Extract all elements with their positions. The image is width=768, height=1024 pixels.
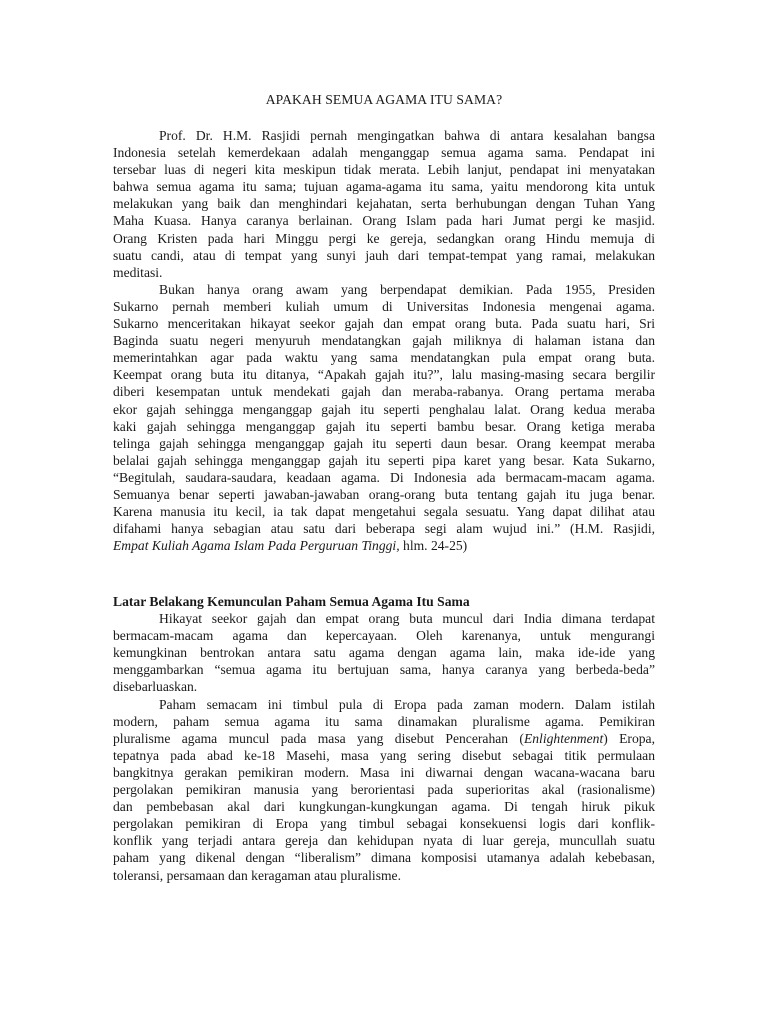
text-line: telinga gajah sehingga menganggap gajah itu seperti daun besar. Orang keempat meraba [113,435,655,451]
text-line: memerintahkan agar pada waktu yang sama mendatangkan pula empat orang buta. [113,350,655,366]
citation-book-title: Empat Kuliah Agama Islam Pada Perguruan Tinggi, [113,538,400,554]
section-intro [113,127,655,554]
text-line: Hikayat seekor gajah dan empat orang buta muncul dari India dimana terdapat [159,611,655,627]
section-background [113,593,655,884]
text-line: menggambarkan “semua agama itu bertujuan sama, hanya caranya yang berbeda-beda” [113,662,655,678]
text-line: konflik yang terjadi antara gereja dan kehidupan nyata di luar gereja, muncullah suatu [113,833,655,849]
text-line: disebarluaskan. [113,679,198,695]
text-line: Baginda suatu negeri menyuruh mendatangkan gajah miliknya di halaman istana dan [113,333,655,349]
text-line: Prof. Dr. H.M. Rasjidi pernah mengingatkan bahwa di antara kesalahan bangsa [159,128,655,143]
paragraph-rasjidi [113,127,655,281]
citation-pages: hlm. 24-25) [399,538,468,554]
text-line: paham yang dikenal dengan “liberalism” dimana komposisi utamanya adalah kebebasan, [113,850,655,866]
text-line: Paham semacam ini timbul pula di Eropa pada zaman modern. Dalam istilah [159,696,655,712]
text-line: Sukarno pernah memberi kuliah umum di Universitas Indonesia mengenai agama. [113,298,655,314]
text-line: difahami hanya sebagian atau satu dari beberapa segi alam wujud ini.” (H.M. Rasjidi, [113,521,655,537]
text-line: toleransi, persamaan dan keragaman atau pluralisme. [113,867,401,883]
text-line: bangkitnya gerakan pemikiran modern. Masa ini diwarnai dengan wacana-wacana baru [113,764,655,780]
text-line: tersebar luas di negeri kita meskipun tidak merata. Lebih lanjut, pendapat ini menyatakan [113,162,655,178]
text-line: modern, paham semua agama itu sama dinamakan pluralisme agama. Pemikiran [113,713,655,729]
text-line: meditasi. [113,264,163,280]
text-line: pergolakan pemikiran di Eropa yang timbul sebagai konsekuensi logis dari konflik- [113,816,655,832]
text-line: Maha Kuasa. Hanya caranya berlainan. Orang Islam pada hari Jumat pergi ke masjid. [113,213,655,229]
text-line: “Begitulah, saudara-saudara, keadaan agama. Di Indonesia ada bermacam-macam agama. [113,469,655,485]
text-fragment: ) Eropa, [603,730,655,746]
text-line: tepatnya pada abad ke-18 Masehi, masa yang sering disebut sebagai titik permulaan [113,747,655,763]
text-line: Semuanya benar seperti jawaban-jawaban orang-orang buta tentang gajah itu juga benar. [113,486,655,502]
text-line: suatu candi, atau di tempat yang sunyi jauh dari tempat-tempat yang ramai, melakukan [113,247,655,263]
enlightenment-term: Enlightenment [523,730,604,746]
text-line: kaki gajah sehingga menganggap gajah itu seperti bambu besar. Orang ketiga meraba [113,418,655,434]
text-line: Indonesia setelah kemerdekaan adalah menganggap semua agama sama. Pendapat ini [113,145,655,161]
paragraph-eropa [113,696,655,884]
text-line: Bukan hanya orang awam yang berpendapat demikian. Pada 1955, Presiden [159,281,655,297]
citation-line [113,537,655,554]
text-line: belalai gajah sehingga menganggap gajah itu seperti pipa karet yang besar. Kata Sukarno, [113,452,655,468]
text-line [113,730,655,747]
text-fragment: pluralisme agama muncul pada masa yang disebut Pencerahan ( [113,730,524,746]
paragraph-hikayat [113,610,655,695]
text-line: Keempat orang buta itu ditanya, “Apakah gajah itu?”, lalu masing-masing secara bergilir [113,367,655,383]
text-line: diberi kesempatan untuk mendekati gajah dan meraba-rabanya. Orang pertama meraba [113,384,655,400]
paragraph-sukarno [113,281,655,555]
text-line: Karena manusia itu kecil, ia tak dapat mengetahui segala sesuatu. Yang dapat dilihat atau [113,504,655,520]
text-line: bahwa semua agama itu sama; tujuan agama-agama itu sama, yaitu mendorong kita untuk [113,179,655,195]
text-line: ekor gajah sehingga menganggap gajah itu seperti penghalau lalat. Orang kedua meraba [113,401,655,417]
text-line: dan pembebasan akal dari kungkungan-kungkungan agama. Di tengah hiruk pikuk [113,799,655,815]
text-line: bermacam-macam agama dan kepercayaan. Oleh karenanya, untuk mengurangi [113,628,655,644]
section-heading: Latar Belakang Kemunculan Paham Semua Agama Itu Sama [113,594,470,609]
document-title: APAKAH SEMUA AGAMA ITU SAMA? [265,92,503,107]
text-line: pergolakan pemikiran manusia yang berorientasi pada superioritas akal (rasionalisme) [113,782,655,798]
text-line: Sukarno menceritakan hikayat seekor gajah dan empat orang buta. Pada suatu hari, Sri [113,316,655,332]
text-line: Orang Kristen pada hari Minggu pergi ke gereja, sedangkan orang Hindu memuja di [113,230,655,246]
text-line: melakukan yang baik dan menghindari kejahatan, serta berhubungan dengan Tuhan Yang [113,196,655,212]
text-line: kemungkinan bentrokan antara satu agama dengan agama lain, maka ide-ide yang [113,645,655,661]
